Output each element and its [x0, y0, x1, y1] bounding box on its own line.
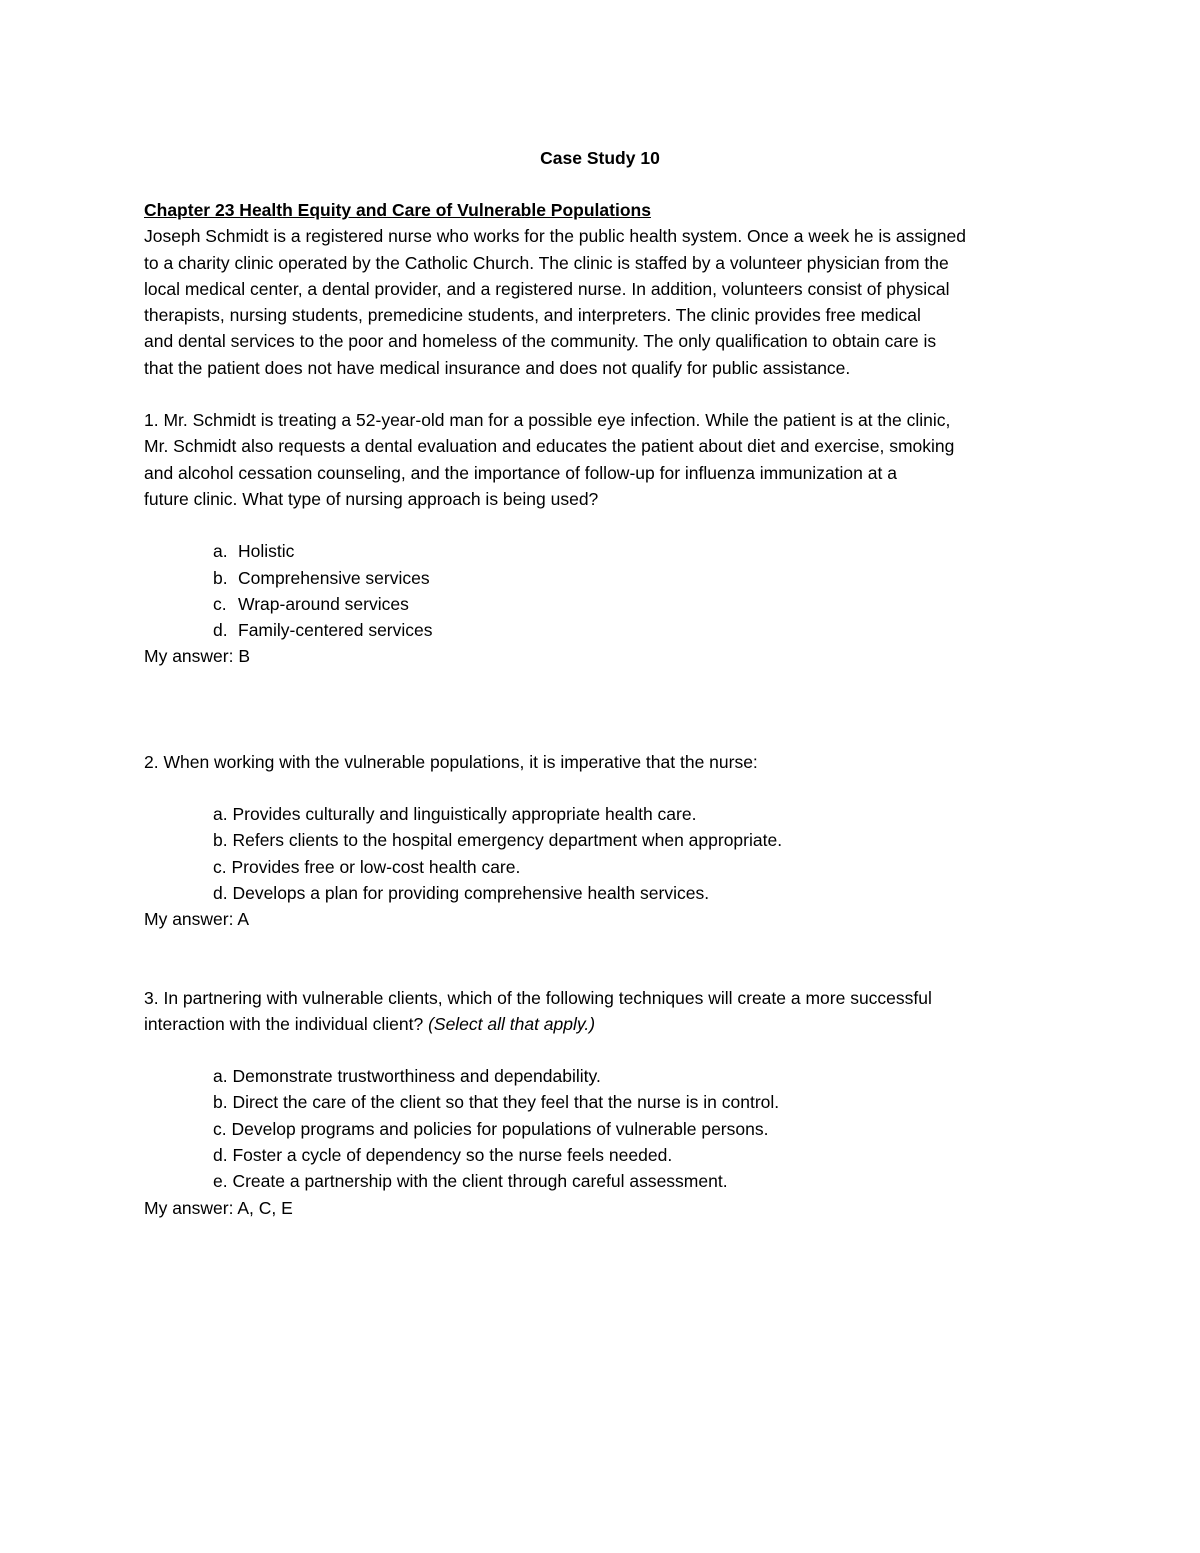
- document-body: [144, 197, 1064, 1221]
- case-intro: [144, 223, 1064, 381]
- chapter-heading: Chapter 23 Health Equity and Care of Vulnerable Populations: [144, 200, 651, 220]
- option-item: d. Foster a cycle of dependency so the nurse feels needed.: [213, 1145, 673, 1166]
- option-item: [144, 591, 1064, 617]
- question-2: [144, 749, 1064, 933]
- question-1-stem-line: and alcohol cessation counseling, and the importance of follow-up for influenza immunization at a: [144, 462, 897, 483]
- option-item: e. Create a partnership with the client through careful assessment.: [213, 1171, 728, 1192]
- option-text: Family-centered services: [238, 620, 433, 641]
- option-item: c. Provides free or low-cost health care.: [213, 856, 521, 877]
- intro-line: that the patient does not have medical insurance and does not qualify for public assistance.: [144, 357, 851, 378]
- question-1-options: [144, 538, 1064, 643]
- option-item: [144, 565, 1064, 591]
- option-item: d. Develops a plan for providing comprehensive health services.: [213, 882, 710, 903]
- document-title: Case Study 10: [540, 148, 660, 168]
- option-text: Wrap-around services: [238, 593, 409, 614]
- intro-line: local medical center, a dental provider, and a registered nurse. In addition, volunteers consist of physical: [144, 278, 950, 299]
- question-3-stem-line: 3. In partnering with vulnerable clients, which of the following techniques will create a more successful: [144, 987, 932, 1008]
- option-item: a. Provides culturally and linguistically appropriate health care.: [213, 804, 697, 825]
- option-item: [144, 617, 1064, 643]
- question-3-stem-line: [144, 1011, 1064, 1037]
- question-2-stem: 2. When working with the vulnerable populations, it is imperative that the nurse:: [144, 751, 758, 772]
- option-text: Comprehensive services: [238, 567, 430, 588]
- question-3: [144, 985, 1064, 1221]
- question-1-stem-line: 1. Mr. Schmidt is treating a 52-year-old man for a possible eye infection. While the patient is at the clinic,: [144, 410, 951, 431]
- option-item: c. Develop programs and policies for populations of vulnerable persons.: [213, 1118, 769, 1139]
- option-letter: b.: [213, 567, 228, 588]
- intro-line: to a charity clinic operated by the Catholic Church. The clinic is staffed by a volunteer physician from the: [144, 252, 949, 273]
- select-all-note: (Select all that apply.): [428, 1013, 596, 1034]
- option-text: Holistic: [238, 541, 295, 562]
- option-item: b. Refers clients to the hospital emergency department when appropriate.: [213, 830, 783, 851]
- intro-line: and dental services to the poor and homeless of the community. The only qualification to obtain care is: [144, 331, 937, 352]
- question-2-options: [144, 801, 1064, 906]
- option-letter: d.: [213, 620, 228, 641]
- intro-line: Joseph Schmidt is a registered nurse who works for the public health system. Once a week he is assigned: [144, 226, 966, 247]
- question-1: [144, 407, 1064, 670]
- option-letter: c.: [213, 593, 227, 614]
- question-1-stem-line: Mr. Schmidt also requests a dental evaluation and educates the patient about diet and exercise, smoking: [144, 436, 955, 457]
- question-2-answer: My answer: A: [144, 909, 250, 930]
- question-3-options: [144, 1063, 1064, 1194]
- question-1-answer: My answer: B: [144, 646, 250, 667]
- option-item: b. Direct the care of the client so that they feel that the nurse is in control.: [213, 1092, 780, 1113]
- question-3-stem-text: interaction with the individual client?: [144, 1013, 429, 1034]
- intro-line: therapists, nursing students, premedicine students, and interpreters. The clinic provides free medical: [144, 305, 921, 326]
- question-1-stem-line: future clinic. What type of nursing approach is being used?: [144, 488, 599, 509]
- question-3-answer: My answer: A, C, E: [144, 1197, 293, 1218]
- option-item: [144, 538, 1064, 564]
- option-letter: a.: [213, 541, 228, 562]
- option-item: a. Demonstrate trustworthiness and dependability.: [213, 1066, 601, 1087]
